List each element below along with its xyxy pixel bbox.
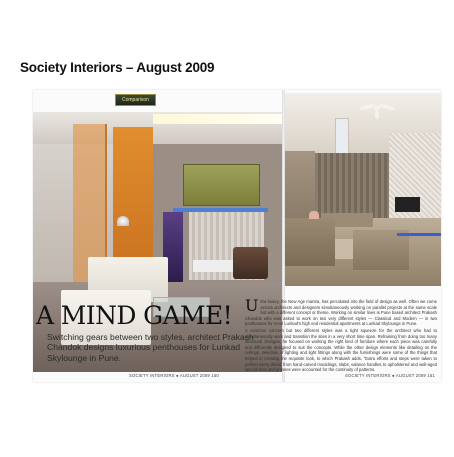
body-paragraph-1: ltra-luxury, the New Age mantra, has percolated into the field of design as well. Often we come across architects and designers simultaneously working on parallel projects at the same scale but with a different concept or theme. Working on similar lines is Pune based architect Prakash Chandok who was asked to work on two very different styles — Classical and Modern — in two penthouses for Amol Lunkad's high end residential apartments at Lunkad Skylounge in Pune.: [245, 299, 437, 327]
ceiling-fan-icon: [359, 101, 395, 119]
magazine-spread: [33, 90, 441, 382]
drop-cap: U: [245, 296, 259, 315]
classical-living-room-photo: [285, 93, 441, 286]
section-badge: Comparison: [115, 94, 156, 106]
folio-right: SOCIETY INTERIORS ● AUGUST 2009 151: [345, 373, 435, 378]
folio-left: SOCIETY INTERIORS ● AUGUST 2009 150: [129, 373, 219, 378]
article-deck: Switching gears between two styles, architect Prakash Chandok designs luxurious penthouses for Lunkad Skylounge in Pune.: [47, 332, 254, 363]
article-body: [245, 296, 437, 374]
body-paragraph-2: A common concern but two different styles was a tight squeeze for the architect who had to simultaneously work and transition the sites in a very short time span. Refraining from doing too many structural changes, he focused on working the right kind of furniture where each piece was carefully and differently designed to suit the concepts. While the other design elements like detailing on the ceilings, selection of lighting and light fittings along with the furnishings were some of the things that helped in creating the requisite look, to which Prakash adds, "Extra efforts and steps were taken to perfect every detail, from hand-carved mouldings, slabs, valance handles to upholstered and well-aged special tiles and grasses were accounted for the continuity of patterns.: [245, 327, 437, 373]
article-headline: A MIND GAME!: [36, 301, 233, 330]
page-caption: Society Interiors – August 2009: [20, 60, 215, 75]
